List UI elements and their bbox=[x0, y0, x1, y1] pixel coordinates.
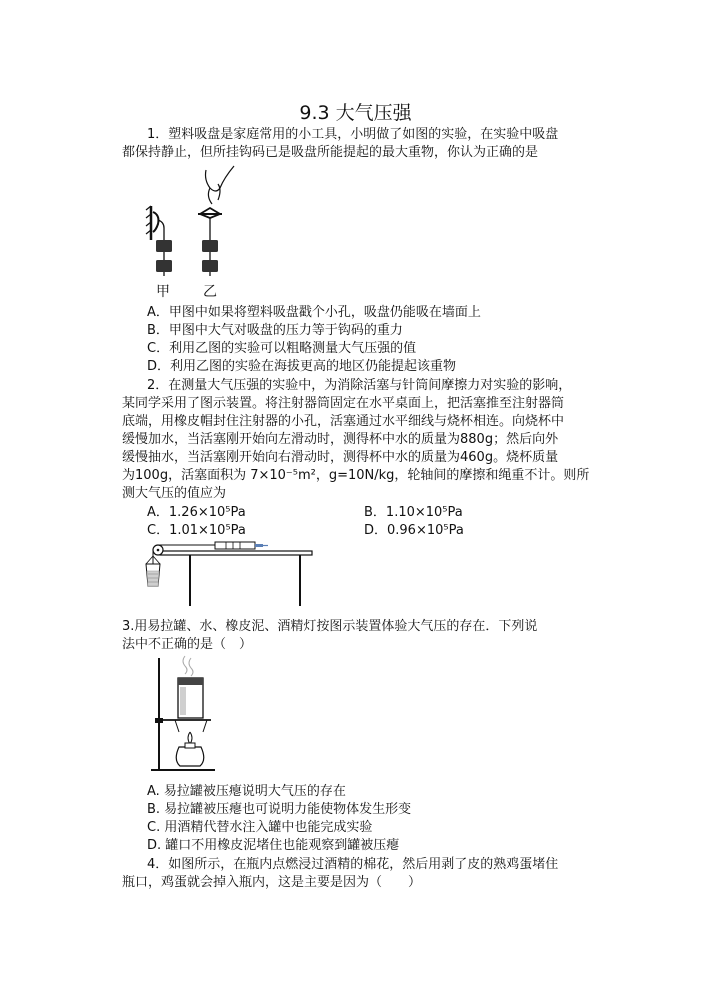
q4-line-1: 4．如图所示，在瓶内点燃浸过酒精的棉花，然后用剥了皮的熟鸡蛋堵住 bbox=[147, 857, 559, 872]
q2-line-3: 底端，用橡皮帽封住注射器的小孔，活塞通过水平细线与烧杯相连。向烧杯中 bbox=[122, 414, 565, 429]
q1-option-a: A．甲图中如果将塑料吸盘戳个小孔，吸盘仍能吸在墙面上 bbox=[147, 305, 481, 320]
figure-label-yi: 乙 bbox=[203, 284, 217, 300]
suction-cup-figure bbox=[140, 160, 250, 300]
q2-option-a: A．1.26×10⁵Pa bbox=[147, 505, 246, 520]
q2-line-7: 测大气压的值应为 bbox=[122, 486, 227, 501]
can-burner-figure bbox=[145, 652, 220, 777]
figure-label-jia: 甲 bbox=[156, 284, 170, 300]
q2-line-1: 2．在测量大气压强的实验中，为消除活塞与针筒间摩擦力对实验的影响， bbox=[147, 378, 572, 393]
page-title: 9.3 大气压强 bbox=[299, 102, 412, 124]
q2-line-2: 某同学采用了图示装置。将注射器筒固定在水平桌面上，把活塞推至注射器筒 bbox=[122, 396, 565, 411]
q1-option-d: D．利用乙图的实验在海拔更高的地区仍能提起该重物 bbox=[147, 359, 457, 374]
q1-option-b: B．甲图中大气对吸盘的压力等于钩码的重力 bbox=[147, 323, 403, 338]
q3-option-c: C. 用酒精代替水注入罐中也能完成实验 bbox=[147, 820, 373, 835]
q2-line-5: 缓慢抽水，当活塞刚开始向右滑动时，测得杯中水的质量为460g。烧杯质量 bbox=[122, 450, 559, 465]
q1-option-c: C．利用乙图的实验可以粗略测量大气压强的值 bbox=[147, 341, 417, 356]
q1-line-1: 1．塑料吸盘是家庭常用的小工具，小明做了如图的实验，在实验中吸盘 bbox=[147, 127, 559, 142]
q3-option-a: A. 易拉罐被压瘪说明大气压的存在 bbox=[147, 784, 346, 799]
q2-line-4: 缓慢加水，当活塞刚开始向左滑动时，测得杯中水的质量为880g；然后向外 bbox=[122, 432, 559, 447]
q3-option-b: B. 易拉罐被压瘪也可说明力能使物体发生形变 bbox=[147, 802, 412, 817]
q2-option-c: C．1.01×10⁵Pa bbox=[147, 523, 246, 538]
q4-line-2: 瓶口，鸡蛋就会掉入瓶内，这是主要是因为（ ） bbox=[122, 875, 422, 890]
q3-line-1: 3.用易拉罐、水、橡皮泥、酒精灯按图示装置体验大气压的存在．下列说 bbox=[122, 619, 538, 634]
q2-line-6: 为100g，活塞面积为 7×10⁻⁵m²，g=10N/kg，轮轴间的摩擦和绳重不计。则所 bbox=[122, 468, 590, 483]
q3-option-d: D. 罐口不用橡皮泥堵住也能观察到罐被压瘪 bbox=[147, 838, 400, 853]
q2-option-b: B．1.10×10⁵Pa bbox=[364, 505, 463, 520]
q1-line-2: 都保持静止，但所挂钩码已是吸盘所能提起的最大重物，你认为正确的是 bbox=[122, 145, 539, 160]
syringe-table-figure bbox=[140, 538, 315, 608]
q3-line-2: 法中不正确的是（ ） bbox=[122, 637, 253, 652]
q2-option-d: D．0.96×10⁵Pa bbox=[364, 523, 464, 538]
